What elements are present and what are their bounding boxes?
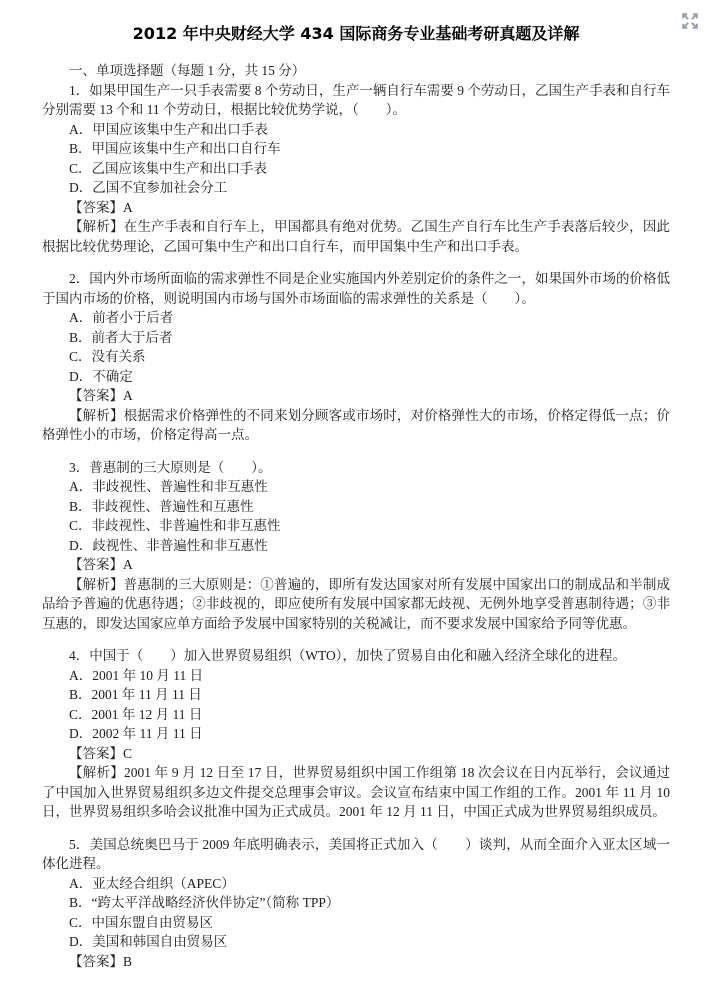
answer-label: 【答案】 <box>69 953 123 969</box>
document-content <box>0 24 712 971</box>
question-block-3 <box>42 458 670 634</box>
question-block-1 <box>42 81 670 257</box>
question-option: D．不确定 <box>69 368 133 384</box>
answer-label: 【答案】 <box>69 388 123 403</box>
answer-value: A <box>123 199 133 215</box>
question-option: C．中国东盟自由贸易区 <box>69 914 214 930</box>
question-option: C．非歧视性、非普遍性和非互惠性 <box>69 518 281 533</box>
analysis-text: 2001 年 9 月 12 日至 17 日，世界贸易组织中国工作组第 18 次会议在日内瓦举行，会议通过了中国加入世界贸易组织多边文件提交总理事会审议。会议宣布结束中国工作组的工作。2001 年 11 月 10 日，世界贸易组织多哈会议批准中国为正式成员。2001 年 12 月 11 日，中国正式成为世界贸易组织成员。 <box>42 765 671 819</box>
question-stem: 1．如果甲国生产一只手表需要 8 个劳动日，生产一辆自行车需要 9 个劳动日，乙国生产手表和自行车分别需要 13 个和 11 个劳动日，根据比较优势学说，（ ）。 <box>42 82 670 117</box>
analysis-line <box>42 217 670 256</box>
question-option: C．没有关系 <box>69 349 146 364</box>
answer-value: A <box>123 557 133 572</box>
question-stem: 5．美国总统奥巴马于 2009 年底明确表示，美国将正式加入（ ）谈判，从而全面介入亚太区域一体化进程。 <box>42 836 670 871</box>
document-title: 2012 年中央财经大学 434 国际商务专业基础考研真题及详解 <box>132 24 580 43</box>
question-option: B．非歧视性、普遍性和互惠性 <box>69 498 254 514</box>
question-option: C．2001 年 12 月 11 日 <box>69 706 203 722</box>
analysis-label: 【解析】 <box>69 576 124 592</box>
question-option: D．歧视性、非普遍性和非互惠性 <box>69 537 268 553</box>
question-option: A．2001 年 10 月 11 日 <box>69 667 204 683</box>
analysis-line <box>42 406 670 445</box>
answer-value: B <box>123 953 133 969</box>
answer-value: A <box>123 388 133 403</box>
question-option: A．甲国应该集中生产和出口手表 <box>69 121 268 137</box>
analysis-label: 【解析】 <box>69 219 124 234</box>
answer-line <box>42 744 670 764</box>
question-stem: 2．国内外市场所面临的需求弹性不同是企业实施国内外差别定价的条件之一，如果国外市场的价格低于国内市场的价格，则说明国内市场与国外市场面临的需求弹性的关系是（ ）。 <box>42 271 670 306</box>
question-option: C．乙国应该集中生产和出口手表 <box>69 160 268 176</box>
question-option: D．乙国不宜参加社会分工 <box>69 180 228 195</box>
question-stem: 3．普惠制的三大原则是（ ）。 <box>69 459 272 475</box>
question-block-5 <box>42 835 670 972</box>
question-block-4 <box>42 646 670 822</box>
question-option: D．2002 年 11 月 11 日 <box>69 726 203 741</box>
question-option: B．2001 年 11 月 11 日 <box>69 687 202 702</box>
question-list <box>42 81 670 972</box>
answer-label: 【答案】 <box>69 557 123 572</box>
question-block-2 <box>42 269 670 445</box>
analysis-line <box>42 575 670 634</box>
analysis-label: 【解析】 <box>69 765 124 780</box>
answer-label: 【答案】 <box>69 745 123 761</box>
answer-label: 【答案】 <box>69 199 123 215</box>
question-option: A．亚太经合组织（APEC） <box>69 875 235 891</box>
answer-line <box>42 198 670 218</box>
question-option: B．甲国应该集中生产和出口自行车 <box>69 141 281 156</box>
analysis-text: 在生产手表和自行车上，甲国都具有绝对优势。乙国生产自行车比生产手表落后较少，因此根据比较优势理论，乙国可集中生产和出口自行车，而甲国集中生产和出口手表。 <box>42 219 671 254</box>
answer-line <box>42 386 670 406</box>
question-option: D．美国和韩国自由贸易区 <box>69 934 228 949</box>
answer-value: C <box>123 745 133 761</box>
analysis-label: 【解析】 <box>69 407 124 423</box>
question-option: B．前者大于后者 <box>69 329 173 345</box>
question-option: B．“跨太平洋战略经济伙伴协定”（简称 TPP） <box>69 895 340 910</box>
analysis-line <box>42 763 670 822</box>
question-option: A．非歧视性、普遍性和非互惠性 <box>69 479 268 494</box>
analysis-text: 根据需求价格弹性的不同来划分顾客或市场时，对价格弹性大的市场，价格定得低一点；价格弹性小的市场，价格定得高一点。 <box>42 407 671 442</box>
section-heading: 一、单项选择题（每题 1 分，共 15 分） <box>69 63 306 78</box>
analysis-text: 普惠制的三大原则是：①普遍的，即所有发达国家对所有发展中国家出口的制成品和半制成品给予普遍的优惠待遇；②非歧视的，即应使所有发展中国家都无歧视、无例外地享受普惠制待遇；③非互惠的，即发达国家应单方面给予发展中国家特别的关税减让，而不要求发展中国家给予同等优惠。 <box>42 576 671 631</box>
answer-line <box>42 952 670 972</box>
fullscreen-expand-icon <box>681 12 699 30</box>
question-stem: 4．中国于（ ）加入世界贸易组织（WTO），加快了贸易自由化和融入经济全球化的进程。 <box>69 648 626 663</box>
question-option: A．前者小于后者 <box>69 310 174 325</box>
expand-button[interactable] <box>680 11 700 31</box>
answer-line <box>42 555 670 575</box>
